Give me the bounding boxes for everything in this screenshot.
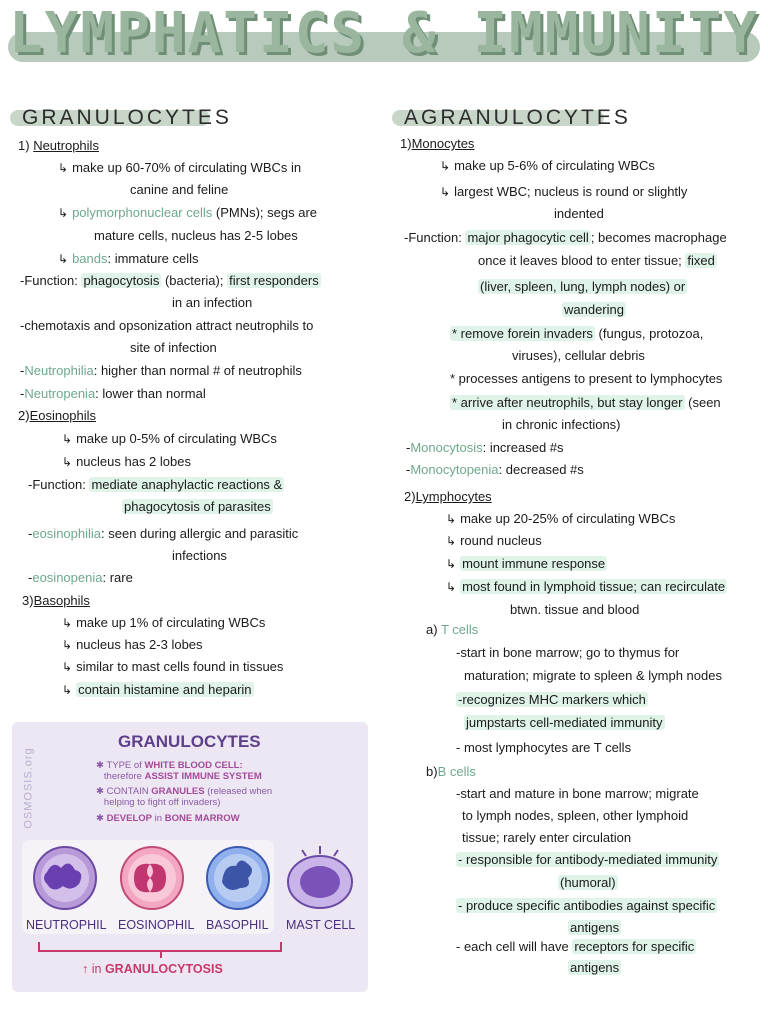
monocyte-sub-3: * arrive after neutrophils, but stay longer (seen (452, 395, 721, 410)
t-cell-note-3: - most lymphocytes are T cells (456, 740, 632, 755)
monocyte-sub-1b: viruses), cellular debris (512, 348, 645, 363)
neutrophil-function-b: in an infection (172, 295, 253, 310)
monocyte-sub-2: * processes antigens to present to lymphocytes (450, 371, 723, 386)
eosinophil-function: -Function: mediate anaphylactic reactions & (28, 477, 283, 492)
monocyte-function: -Function: major phagocytic cell ; becomes macrophage (404, 230, 727, 245)
neutrophils-title: 1) Neutrophils (18, 138, 99, 153)
b-cell-note-2b: (humoral) (560, 875, 616, 890)
granulocytes-heading: GRANULOCYTES (10, 106, 210, 128)
card-title: GRANULOCYTES (118, 732, 261, 751)
basophil-icon (207, 847, 269, 909)
basophil-note-1: ↳ make up 1% of circulating WBCs (62, 615, 266, 630)
monocyte-note-2: ↳ largest WBC; nucleus is round or slightly (440, 184, 688, 199)
t-cell-note-1: -start in bone marrow; go to thymus for (456, 645, 680, 660)
eosinophil-icon (121, 847, 183, 909)
neutrophil-note-1: ↳ make up 60-70% of circulating WBCs in (58, 160, 302, 175)
eosinopenia-line: -eosinopenia: rare (28, 570, 133, 585)
cell-label-eosinophil: EOSINOPHIL (118, 918, 195, 932)
t-cell-note-2: -recognizes MHC markers which (458, 692, 646, 707)
lymphocytes-title: 2)Lymphocytes (404, 489, 492, 504)
neutrophil-note-1b: canine and feline (130, 182, 229, 197)
eosinophilia-line: -eosinophilia: seen during allergic and parasitic (28, 526, 299, 541)
eosinophil-note-2: ↳ nucleus has 2 lobes (62, 454, 191, 469)
monocyte-function-b: once it leaves blood to enter tissue; fixed (478, 253, 715, 268)
monocyte-sub-1: * remove forein invaders (fungus, protozoa, (452, 326, 704, 341)
card-bullet-2: ✱ CONTAIN GRANULES (released when helping to fight off invaders) (96, 786, 273, 808)
eosinophilia-line-b: infections (172, 548, 227, 563)
osmosis-brand: OSMOSIS.org (22, 747, 35, 829)
neutrophil-function: -Function: phagocytosis (bacteria); first responders (20, 273, 319, 288)
agranulocytes-heading: AGRANULOCYTES (392, 106, 604, 128)
monocyte-sub-3b: in chronic infections) (502, 417, 621, 432)
cell-label-mast-cell: MAST CELL (286, 918, 356, 932)
t-cells-title: a) T cells (426, 622, 479, 637)
b-cell-note-2: - responsible for antibody-mediated immunity (458, 852, 718, 867)
granulocytes-infographic (12, 722, 368, 992)
b-cell-note-1c: tissue; rarely enter circulation (462, 830, 632, 845)
lymphocyte-note-3: ↳ mount immune response (446, 556, 606, 571)
b-cells-title: b)B cells (426, 764, 476, 779)
monocyte-note-2b: indented (554, 206, 604, 221)
lymphocyte-note-4: ↳ most found in lymphoid tissue; can recirculate (446, 579, 726, 594)
monocytes-title: 1)Monocytes (400, 136, 475, 151)
b-cell-note-3b: antigens (570, 920, 620, 935)
eosinophil-note-1: ↳ make up 0-5% of circulating WBCs (62, 431, 277, 446)
basophil-note-4: ↳ contain histamine and heparin (62, 682, 252, 697)
b-cell-note-1: -start and mature in bone marrow; migrate (456, 786, 699, 801)
t-cell-note-2b: jumpstarts cell-mediated immunity (466, 715, 663, 730)
mast-cell-icon (288, 846, 352, 908)
monocyte-function-d: wandering (564, 302, 624, 317)
b-cell-note-1b: to lymph nodes, spleen, other lymphoid (462, 808, 689, 823)
cell-label-neutrophil: NEUTROPHIL (26, 918, 107, 932)
monocytopenia-line: -Monocytopenia: decreased #s (406, 462, 584, 477)
neutrophil-icon (34, 847, 96, 909)
granulocytosis-label: ↑ in GRANULOCYTOSIS (82, 962, 223, 976)
basophil-note-3: ↳ similar to mast cells found in tissues (62, 659, 284, 674)
basophil-note-2: ↳ nucleus has 2-3 lobes (62, 637, 203, 652)
b-cell-note-4: - each cell will have receptors for specific (456, 939, 695, 954)
neutrophil-note-3: ↳ bands: immature cells (58, 251, 199, 266)
lymphocyte-note-1: ↳ make up 20-25% of circulating WBCs (446, 511, 676, 526)
monocyte-note-1: ↳ make up 5-6% of circulating WBCs (440, 158, 655, 173)
neutrophil-note-2b: mature cells, nucleus has 2-5 lobes (94, 228, 298, 243)
eosinophils-title: 2)Eosinophils (18, 408, 97, 423)
page-title: LYMPHATICS & IMMUNITY (8, 1, 759, 66)
neutrophil-note-2: ↳ polymorphonuclear cells (PMNs); segs are (58, 205, 318, 220)
neutrophil-chemotaxis: -chemotaxis and opsonization attract neutrophils to (20, 318, 314, 333)
monocytosis-line: -Monocytosis: increased #s (406, 440, 564, 455)
neutrophil-chemotaxis-b: site of infection (130, 340, 217, 355)
card-bullet-3: ✱ DEVELOP in BONE MARROW (96, 813, 240, 824)
card-bullet-1: ✱ TYPE of WHITE BLOOD CELL: therefore ASSIST IMMUNE SYSTEM (96, 760, 262, 782)
neutropenia-line: -Neutropenia: lower than normal (20, 386, 206, 401)
monocyte-function-c: (liver, spleen, lung, lymph nodes) or (480, 279, 686, 294)
lymphocyte-note-2: ↳ round nucleus (446, 533, 542, 548)
granulocyte-bracket (38, 942, 282, 952)
lymphocyte-note-4b: btwn. tissue and blood (510, 602, 640, 617)
b-cell-note-4b: antigens (570, 960, 620, 975)
t-cell-note-1b: maturation; migrate to spleen & lymph nodes (464, 668, 722, 683)
eosinophil-function-b: phagocytosis of parasites (124, 499, 271, 514)
b-cell-note-3: - produce specific antibodies against specific (458, 898, 716, 913)
neutrophilia-line: -Neutrophilia: higher than normal # of neutrophils (20, 363, 302, 378)
cell-label-basophil: BASOPHIL (206, 918, 269, 932)
granulocyte-bracket-stem (160, 952, 162, 958)
basophils-title: 3)Basophils (22, 593, 90, 608)
